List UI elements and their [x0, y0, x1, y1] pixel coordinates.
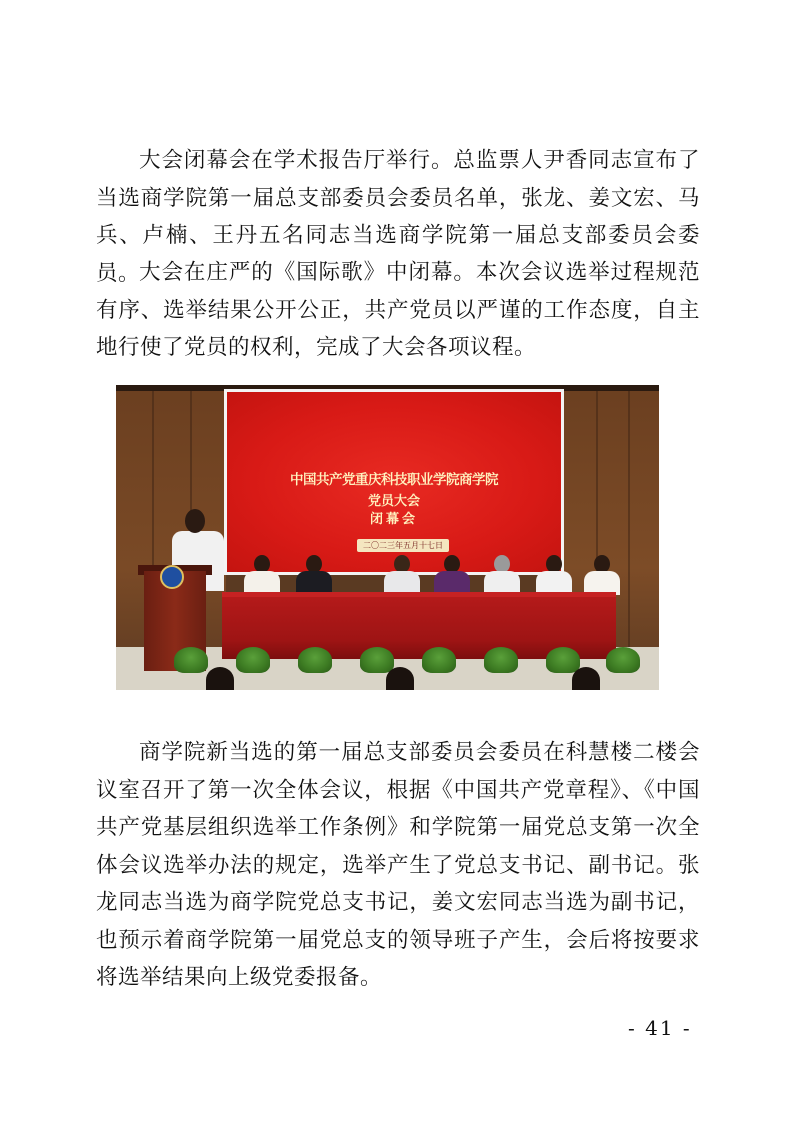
seated-person [382, 555, 422, 595]
page-number: - 41 - [628, 1016, 692, 1040]
projection-screen [224, 389, 564, 575]
potted-plant [298, 647, 332, 673]
paragraph-closing-meeting: 大会闭幕会在学术报告厅举行。总监票人尹香同志宣布了当选商学院第一届总支部委员会委员名单，张龙、姜文宏、马兵、卢楠、王丹五名同志当选商学院第一届总支部委员会委员。 [96, 148, 700, 286]
screen-session: 闭幕会 [369, 512, 418, 527]
potted-plant [484, 647, 518, 673]
screen-title: 中国共产党重庆科技职业学院商学院 [290, 472, 498, 488]
seated-person [432, 555, 472, 595]
potted-plant [360, 647, 394, 673]
paragraph-internationale: 大会在庄严的《国际歌》中闭幕。本次会议选举过程规范有序、选举结果公开公正，共产党员以严谨的工作态度，自主地行使了党员的权利，完成了大会各项议程。 [96, 260, 700, 360]
potted-plant [422, 647, 456, 673]
seated-person [294, 555, 334, 595]
audience-head [386, 667, 414, 690]
screen-date: 二〇二三年五月十七日 [357, 539, 449, 552]
college-emblem-icon [160, 565, 184, 589]
seated-person [534, 555, 574, 595]
meeting-photo [116, 385, 659, 690]
seated-person [582, 555, 622, 595]
wall-panel-line [628, 385, 630, 690]
seated-person [482, 555, 522, 595]
potted-plant [174, 647, 208, 673]
audience-head [572, 667, 600, 690]
potted-plant [606, 647, 640, 673]
potted-plant [236, 647, 270, 673]
audience-head [206, 667, 234, 690]
screen-subtitle: 党员大会 [367, 494, 420, 509]
paragraph-first-committee-meeting: 商学院新当选的第一届总支部委员会委员在科慧楼二楼会议室召开了第一次全体会议，根据《中国共产党章程》、《中国共产党基层组织选举工作条例》和学院第一届党总支第一次全体会议选举办法的规定，选举产生了党总支书记、副书记。张龙同志当选为商学院党总支书记，姜文宏同志当选为副书记，也预示着商学院第一届党总支的领导班子产生，会后将按要求将选举结果向上级党委报备。 [96, 740, 700, 990]
potted-plant [546, 647, 580, 673]
seated-person [242, 555, 282, 595]
speaker-head [185, 509, 205, 533]
